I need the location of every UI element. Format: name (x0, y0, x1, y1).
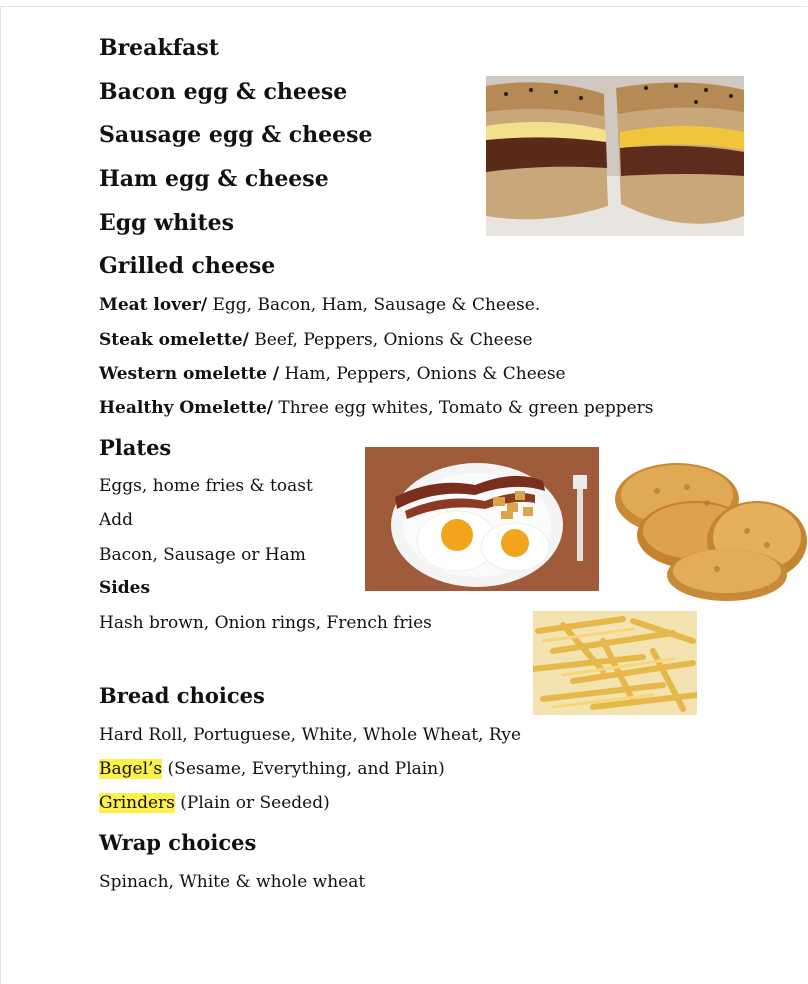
menu-item-ham-egg-cheese: Ham egg & cheese (99, 166, 329, 192)
highlighted-text: Grinders (99, 793, 175, 813)
grinder-desc: (Plain or Seeded) (174, 793, 330, 813)
plates-line-add: Add (99, 510, 134, 530)
wrap-title: Wrap choices (99, 830, 257, 855)
menu-item-grilled-cheese: Grilled cheese (99, 253, 276, 279)
omelette-desc: Ham, Peppers, Onions & Cheese (279, 364, 566, 384)
omelette-name: Western omelette / (99, 364, 280, 384)
menu-item-egg-whites: Egg whites (99, 210, 235, 236)
bread-line: Hard Roll, Portuguese, White, Whole Wheat, Rye (99, 725, 522, 745)
menu-item-sausage-egg-cheese: Sausage egg & cheese (99, 122, 373, 148)
sides-line: Hash brown, Onion rings, French fries (99, 613, 432, 633)
grinder-line (99, 795, 330, 812)
plates-title: Plates (99, 435, 172, 460)
wrap-line: Spinach, White & whole wheat (99, 872, 366, 892)
hash-browns-image (607, 451, 808, 605)
omelette-name: Healthy Omelette/ (99, 398, 273, 418)
plates-line-eggs: Eggs, home fries & toast (99, 476, 313, 496)
omelette-healthy (99, 400, 654, 417)
bagel-desc: (Sesame, Everything, and Plain) (162, 759, 445, 779)
french-fries-image (533, 611, 697, 715)
sides-title: Sides (99, 578, 151, 598)
omelette-meat-lover (99, 297, 540, 314)
omelette-name: Steak omelette/ (99, 330, 249, 350)
bacon-eggs-plate-image (365, 447, 599, 591)
bagel-sandwich-image (486, 76, 744, 236)
breakfast-title: Breakfast (99, 35, 219, 61)
omelette-desc: Beef, Peppers, Onions & Cheese (248, 330, 533, 350)
bread-title: Bread choices (99, 683, 265, 708)
omelette-steak (99, 332, 533, 349)
omelette-name: Meat lover/ (99, 295, 208, 315)
bagel-line (99, 761, 445, 778)
menu-item-bacon-egg-cheese: Bacon egg & cheese (99, 79, 348, 105)
omelette-desc: Egg, Bacon, Ham, Sausage & Cheese. (207, 295, 541, 315)
highlighted-text: Bagel’s (99, 759, 163, 779)
omelette-western (99, 366, 566, 383)
plates-line-meats: Bacon, Sausage or Ham (99, 545, 306, 565)
omelette-desc: Three egg whites, Tomato & green peppers (272, 398, 654, 418)
